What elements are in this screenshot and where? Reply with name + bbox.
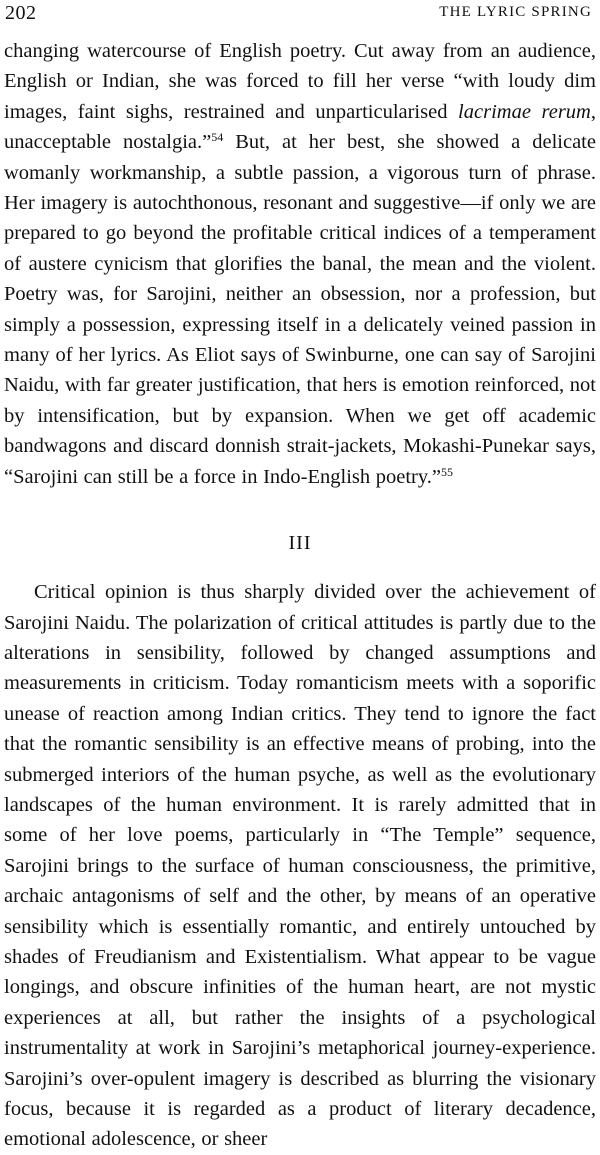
paragraph-2: Critical opinion is thus sharply divided over the achievement of Sarojini Naidu. The polarization of critical attitudes is partly due to the alterations in sensibility, followed by changed assumptions and measurements in criticism. Today romanticism meets with a soporific unease of reaction among Indian critics. They tend to ignore the fact that the romantic sensibility is an effective means of probing, into the submerged interiors of the human psyche, as well as the evolutionary landscapes of the human environment. It is rarely admitted that in some of her love poems, particularly in “The Temple” sequence, Sarojini brings to the surface of human consciousness, the primitive, archaic antagonisms of self and the other, by means of an operative sensibility which is essentially romantic, and entirely untouched by shades of Freudianism and Existentialism. What appear to be vague longings, and obscure infinities of the human heart, are not mystic experiences at all, but rather the insights of a psychological instrumentality at work in Sarojini’s metaphorical journey-experience. Sarojini’s over-opulent imagery is described as blurring the visionary focus, because it is regarded as a product of literary decadence, emotional adolescence, or sheer: [4, 581, 596, 1151]
paragraph-1-text-a: changing watercourse of English poetry. Cut away from an audience, English or Indian, she was forced to fill her verse “with loudy dim images, faint sighs, restrained and unparticularised: [4, 40, 596, 123]
italic-phrase: lacrimae rerum: [458, 100, 591, 123]
running-head: THE LYRIC SPRING: [439, 4, 592, 20]
paragraph-1: [4, 36, 596, 492]
footnote-ref-55: 55: [441, 464, 454, 479]
footnote-ref-54: 54: [211, 130, 224, 145]
page-number: 202: [5, 2, 37, 24]
paragraph-1-text-b: , unacceptable nostalgia.”: [4, 100, 596, 154]
page-header: [4, 0, 596, 34]
paragraph-1-text-c: But, at her best, she showed a delicate womanly workmanship, a subtle passion, a vigorous turn of phrase. Her imagery is autochthonous, resonant and suggestive—if only we are prepared to go beyond the profitable critical indices of a temperament of austere cynicism that glorifies the banal, the mean and the violent. Poetry was, for Sarojini, neither an obsession, nor a profession, but simply a possession, expressing itself in a delicately veined passion in many of her lyrics. As Eliot says of Swinburne, one can say of Sarojini Naidu, with far greater justification, that hers is emotion reinforced, not by intensification, but by expansion. When we get off academic bandwagons and discard donnish strait-jackets, Mokashi-Punekar says, “Sarojini can still be a force in Indo-English poetry.”: [4, 131, 596, 488]
section-heading: III: [288, 532, 312, 555]
